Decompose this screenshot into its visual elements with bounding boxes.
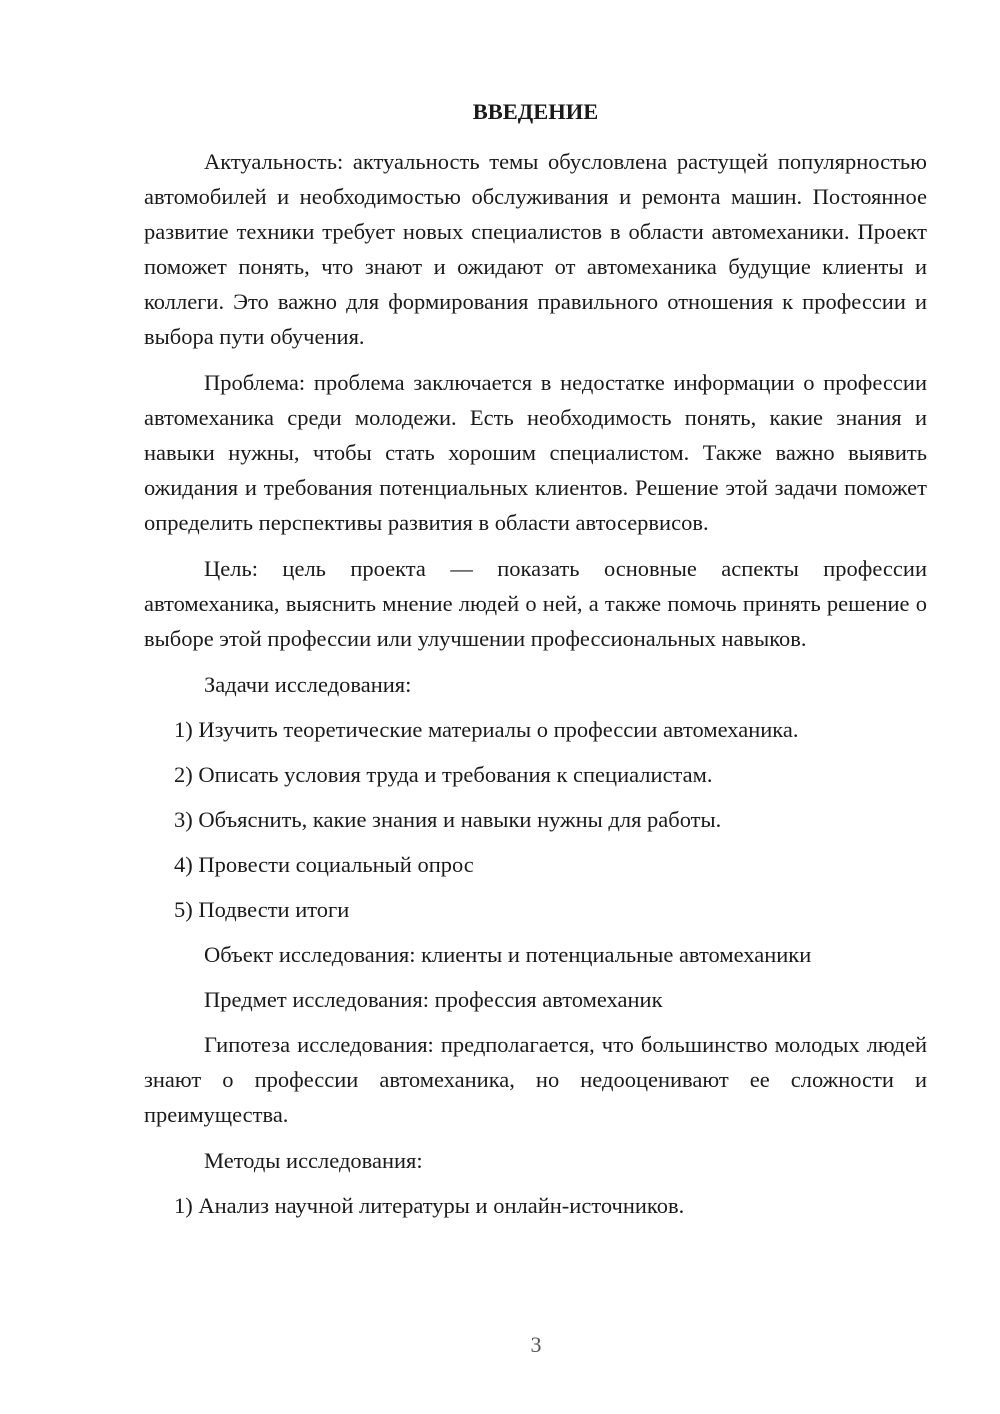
goal-paragraph: Цель: цель проекта — показать основные аспекты профессии автомеханика, выяснить мнение людей о ней, а также помочь принять решение о выборе этой профессии или улучшении профессиональных навыков. (144, 556, 927, 651)
task-item: 5) Подвести итоги (174, 897, 350, 922)
method-item: 1) Анализ научной литературы и онлайн-источников. (174, 1193, 685, 1218)
task-item: 4) Провести социальный опрос (174, 852, 474, 877)
research-subject: Предмет исследования: профессия автомеханик (204, 987, 663, 1012)
hypothesis-paragraph: Гипотеза исследования: предполагается, что большинство молодых людей знают о профессии автомеханика, но недооценивают ее сложности и преимущества. (144, 1032, 927, 1127)
problem-paragraph: Проблема: проблема заключается в недостатке информации о профессии автомеханика среди молодежи. Есть необходимость понять, какие знания и навыки нужны, чтобы стать хорошим специалистом. Также важно выявить ожидания и требования потенциальных клиентов. Решение этой задачи поможет определить перспективы развития в области автосервисов. (144, 370, 927, 535)
research-object: Объект исследования: клиенты и потенциальные автомеханики (204, 942, 812, 967)
methods-title: Методы исследования: (204, 1148, 423, 1173)
page-number: 3 (530, 1332, 542, 1357)
page-content (144, 94, 927, 1233)
task-item: 3) Объяснить, какие знания и навыки нужны для работы. (174, 807, 722, 832)
tasks-title: Задачи исследования: (204, 672, 412, 697)
task-item: 2) Описать условия труда и требования к специалистам. (174, 762, 713, 787)
section-heading: ВВЕДЕНИЕ (472, 99, 599, 124)
task-item: 1) Изучить теоретические материалы о профессии автомеханика. (174, 717, 799, 742)
relevance-paragraph: Актуальность: актуальность темы обусловлена растущей популярностью автомобилей и необходимостью обслуживания и ремонта машин. Постоянное развитие техники требует новых специалистов в области автомеханики. Проект поможет понять, что знают и ожидают от автомеханика будущие клиенты и коллеги. Это важно для формирования правильного отношения к профессии и выбора пути обучения. (144, 149, 927, 349)
